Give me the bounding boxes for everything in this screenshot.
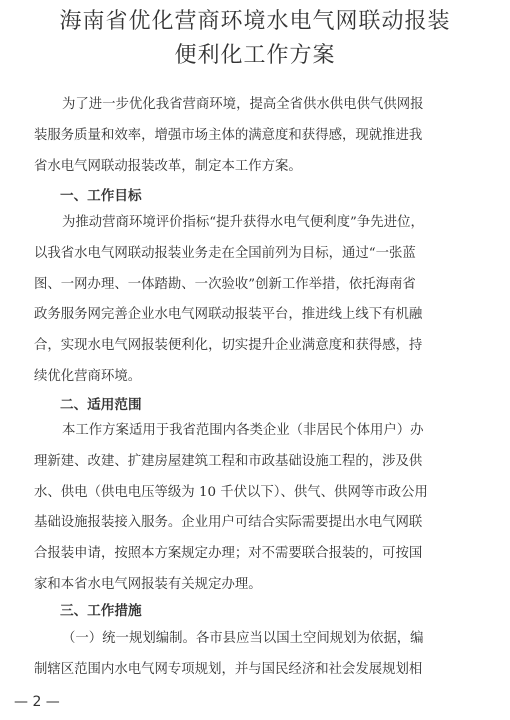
section-heading-goals: 一、工作目标	[60, 188, 142, 204]
document-title-line-2: 便利化工作方案	[174, 43, 336, 68]
section1-line: 为推动营商环境评价指标“提升获得水电气便利度”争先进位，	[62, 215, 424, 230]
section1-line: 续优化营商环境。	[34, 369, 142, 384]
section2-line: 合报装申请，按照本方案规定办理；对不需要联合报装的，可按国	[34, 546, 423, 561]
section2-line: 水、供电（供电电压等级为 10 千伏以下）、供气、供网等市政公用	[34, 485, 428, 500]
section1-line: 政务服务网完善企业水电气网联动报装平台，推进线上线下有机融	[34, 307, 423, 322]
section2-line: 基础设施报装接入服务。企业用户可结合实际需要提出水电气网联	[34, 515, 423, 530]
intro-line: 为了进一步优化我省营商环境，提高全省供水供电供气供网报	[62, 97, 424, 112]
section2-line: 家和本省水电气网报装有关规定办理。	[34, 577, 262, 592]
section2-line: 理新建、改建、扩建房屋建筑工程和市政基础设施工程的，涉及供	[34, 454, 423, 469]
section1-line: 以我省水电气网联动报装业务走在全国前列为目标，通过“一张蓝	[34, 246, 416, 261]
section-heading-scope: 二、适用范围	[60, 397, 142, 413]
intro-line: 装服务质量和效率，增强市场主体的满意度和获得感，现就推进我	[34, 128, 423, 143]
intro-line: 省水电气网联动报装改革，制定本工作方案。	[34, 159, 302, 174]
section1-line: 合，实现水电气网报装便利化，切实提升企业满意度和获得感，持	[34, 338, 423, 353]
section1-line: 图、一网办理、一体踏勘、一次验收”创新工作举措，依托海南省	[34, 277, 416, 292]
section3-line: （一）统一规划编制。各市县应当以国土空间规划为依据，编	[62, 631, 424, 646]
section-heading-measures: 三、工作措施	[60, 603, 142, 619]
section2-line: 本工作方案适用于我省范围内各类企业（非居民个体用户）办	[62, 423, 424, 438]
document-title-line-1: 海南省优化营商环境水电气网联动报装	[59, 9, 451, 34]
section3-line: 制辖区范围内水电气网专项规划，并与国民经济和社会发展规划相	[34, 662, 423, 677]
page-number: — 2 —	[14, 694, 60, 710]
